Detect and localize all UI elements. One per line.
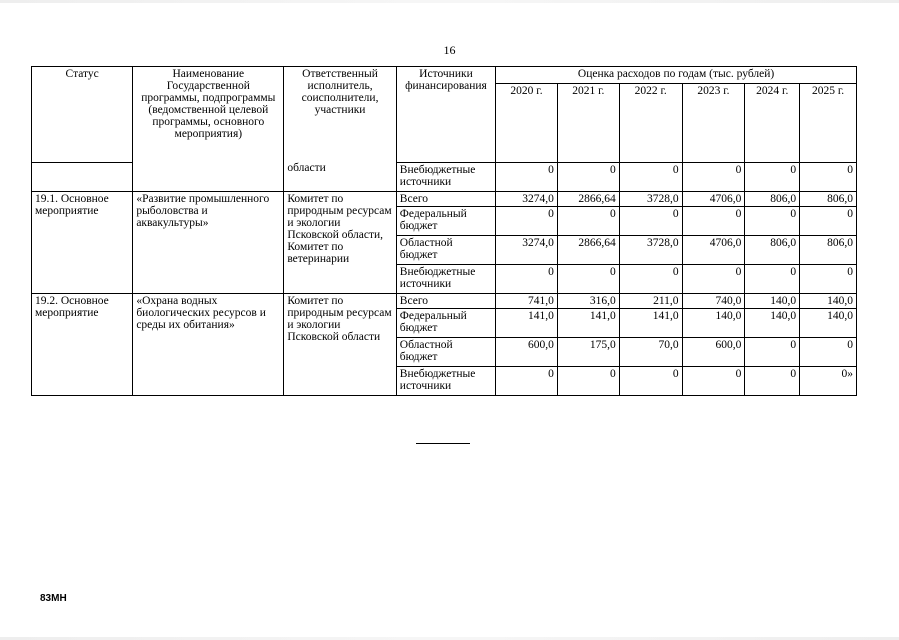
cell: 316,0 [557, 294, 619, 309]
cell: 0» [800, 367, 857, 396]
header-row [32, 67, 857, 84]
cell: 0 [682, 265, 745, 294]
cell: 141,0 [496, 309, 558, 338]
continuation-executor: области [287, 162, 326, 174]
scan-edge-top [0, 0, 899, 3]
measure-status: 19.1. Основное мероприятие [32, 192, 133, 294]
cell: 0 [496, 367, 558, 396]
cell: 3728,0 [619, 192, 682, 207]
header-estimate: Оценка расходов по годам (тыс. рублей) [496, 67, 857, 84]
year-2023: 2023 г. [682, 84, 745, 163]
measure-name: «Развитие промышленного рыболовства и аквакультуры» [133, 192, 284, 294]
header-executor [284, 67, 396, 192]
measure-name: «Охрана водных биологических ресурсов и среды их обитания» [133, 294, 284, 396]
cell: 806,0 [745, 236, 800, 265]
cell: 140,0 [800, 294, 857, 309]
cell: 141,0 [557, 309, 619, 338]
cell: 0 [745, 163, 800, 192]
cell: 0 [496, 207, 558, 236]
cell: 0 [800, 207, 857, 236]
header-status: Статус [32, 67, 133, 163]
cell: 140,0 [800, 309, 857, 338]
cell: 0 [557, 265, 619, 294]
cell: 0 [745, 207, 800, 236]
year-2022: 2022 г. [619, 84, 682, 163]
header-executor-text: Ответственный исполнитель, соисполнители, участники [301, 68, 379, 116]
cell: 3728,0 [619, 236, 682, 265]
measure-executor: Комитет по природным ресурсам и экологии Псковской области, Комитет по ветеринарии [284, 192, 396, 294]
year-2020: 2020 г. [496, 84, 558, 163]
cell: 0 [619, 207, 682, 236]
cell: 4706,0 [682, 192, 745, 207]
cell: 0 [619, 163, 682, 192]
cell: 0 [682, 367, 745, 396]
cell: 0 [619, 367, 682, 396]
year-2025: 2025 г. [800, 84, 857, 163]
source-label: Федеральный бюджет [396, 309, 495, 338]
source-label: Всего [396, 294, 495, 309]
header-name-text: Наименование Государственной программы, подпрограммы (ведомственной целевой программы, основного мероприятия) [141, 68, 276, 140]
cell: 0 [800, 265, 857, 294]
cell: 0 [800, 163, 857, 192]
cell: 4706,0 [682, 236, 745, 265]
source-label: Всего [396, 192, 495, 207]
header-name [133, 67, 284, 192]
cell: 0 [557, 207, 619, 236]
cell: 0 [745, 367, 800, 396]
source-label: Областной бюджет [396, 338, 495, 367]
cell: 0 [496, 163, 558, 192]
source-label: Областной бюджет [396, 236, 495, 265]
cell: 140,0 [745, 309, 800, 338]
cell: 0 [800, 338, 857, 367]
cell: 0 [557, 163, 619, 192]
cell: 806,0 [800, 192, 857, 207]
measure-status: 19.2. Основное мероприятие [32, 294, 133, 396]
cell: 2866,64 [557, 236, 619, 265]
cell: 0 [745, 338, 800, 367]
cell: 600,0 [682, 338, 745, 367]
header-sources: Источники финансирования [396, 67, 495, 163]
cell: 0 [557, 367, 619, 396]
continuation-status [32, 163, 133, 192]
cell: 0 [496, 265, 558, 294]
cell: 0 [682, 207, 745, 236]
page-number: 16 [443, 43, 456, 57]
cell: 600,0 [496, 338, 558, 367]
budget-table [31, 66, 857, 396]
cell: 740,0 [682, 294, 745, 309]
cell: 140,0 [682, 309, 745, 338]
table-row [32, 294, 857, 309]
cell: 0 [619, 265, 682, 294]
cell: 3274,0 [496, 236, 558, 265]
cell: 141,0 [619, 309, 682, 338]
cell: 3274,0 [496, 192, 558, 207]
source-label: Внебюджетные источники [396, 265, 495, 294]
end-rule [416, 443, 470, 444]
cell: 806,0 [800, 236, 857, 265]
source-label: Внебюджетные источники [396, 367, 495, 396]
cell: 175,0 [557, 338, 619, 367]
year-2021: 2021 г. [557, 84, 619, 163]
cell: 70,0 [619, 338, 682, 367]
footer-code: 83МН [40, 593, 67, 604]
cell: 2866,64 [557, 192, 619, 207]
measure-executor: Комитет по природным ресурсам и экологии Псковской области [284, 294, 396, 396]
cell: 0 [682, 163, 745, 192]
source-label: Федеральный бюджет [396, 207, 495, 236]
cell: 0 [745, 265, 800, 294]
table-row [32, 192, 857, 207]
cell: 140,0 [745, 294, 800, 309]
continuation-source: Внебюджетные источники [396, 163, 495, 192]
cell: 211,0 [619, 294, 682, 309]
cell: 741,0 [496, 294, 558, 309]
year-2024: 2024 г. [745, 84, 800, 163]
cell: 806,0 [745, 192, 800, 207]
